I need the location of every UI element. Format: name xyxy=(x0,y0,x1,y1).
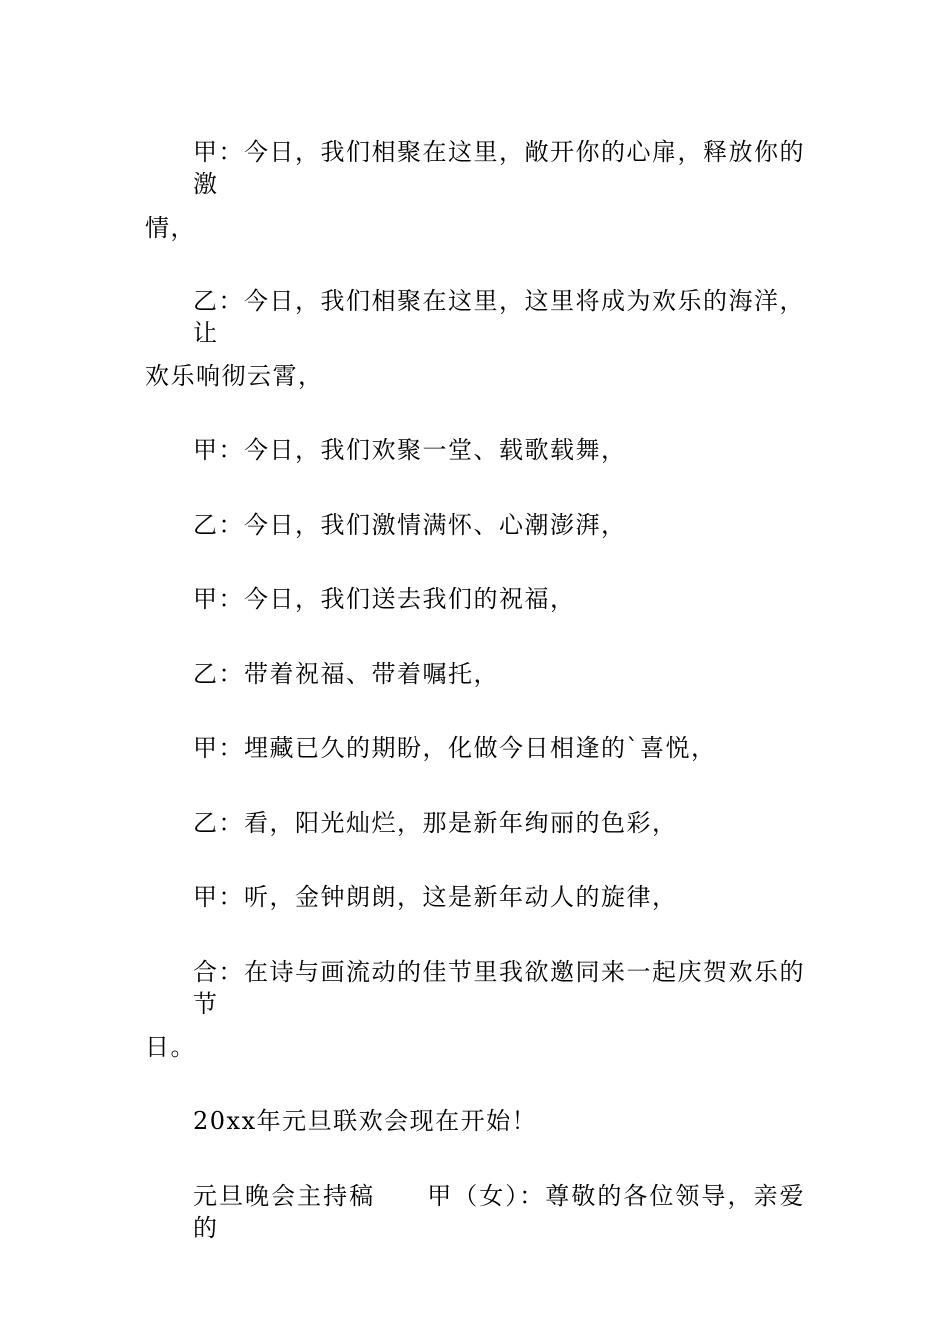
paragraph-10-line-1: 合：在诗与画流动的佳节里我欲邀同来一起庆贺欢乐的节 xyxy=(193,958,805,1018)
paragraph-4: 乙：今日，我们激情满怀、心潮澎湃， xyxy=(193,511,627,539)
paragraph-6: 乙：带着祝福、带着嘱托， xyxy=(193,660,499,688)
paragraph-5: 甲：今日，我们送去我们的祝福， xyxy=(193,585,576,613)
paragraph-11: 20xx年元旦联欢会现在开始！ xyxy=(193,1107,538,1135)
paragraph-1-line-1: 甲：今日，我们相聚在这里，敞开你的心扉，释放你的激 xyxy=(193,138,805,198)
paragraph-3: 甲：今日，我们欢聚一堂、载歌载舞， xyxy=(193,436,627,464)
paragraph-9: 甲：听，金钟朗朗，这是新年动人的旋律， xyxy=(193,883,678,911)
paragraph-8: 乙：看，阳光灿烂，那是新年绚丽的色彩， xyxy=(193,809,678,837)
paragraph-10-line-2: 日。 xyxy=(145,1033,196,1061)
paragraph-2-line-2: 欢乐响彻云霄， xyxy=(145,362,324,390)
paragraph-2-line-1: 乙：今日，我们相聚在这里，这里将成为欢乐的海洋，让 xyxy=(193,287,805,347)
paragraph-7: 甲：埋藏已久的期盼，化做今日相逢的`喜悦， xyxy=(193,734,717,762)
paragraph-12: 元旦晚会主持稿 甲（女）：尊敬的各位领导，亲爱的 xyxy=(193,1182,805,1242)
paragraph-1-line-2: 情， xyxy=(145,214,196,242)
